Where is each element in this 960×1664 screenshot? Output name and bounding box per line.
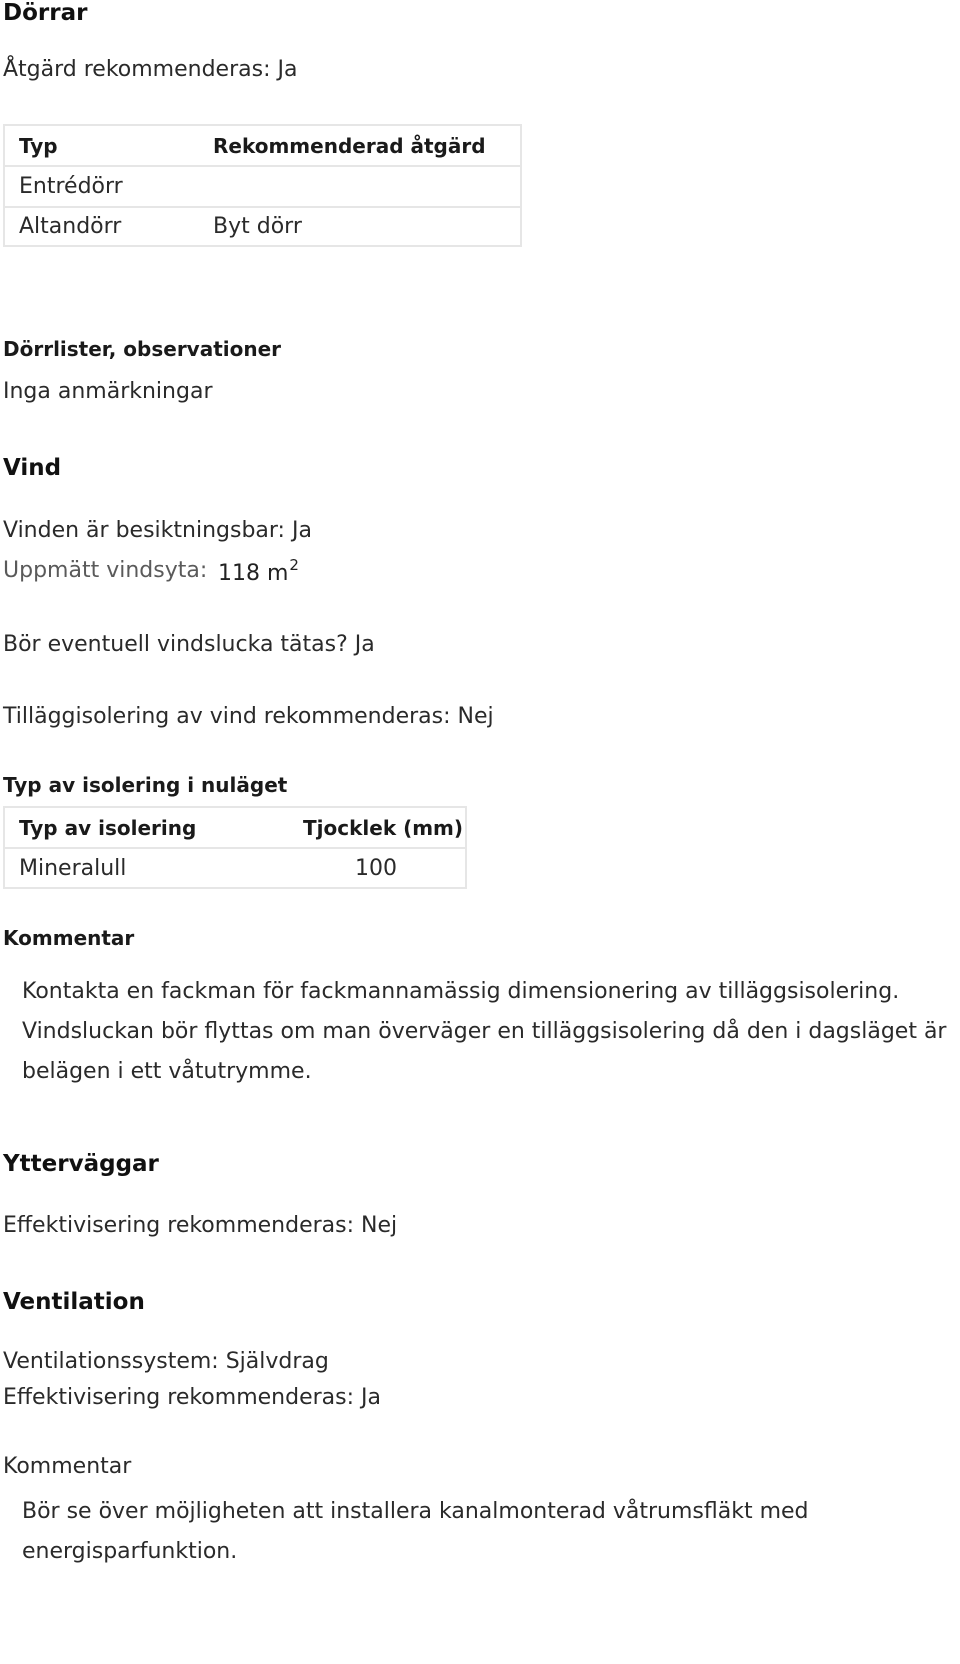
section-heading-attic: Vind bbox=[3, 455, 62, 481]
weatherstrip-heading: Dörrlister, observationer bbox=[3, 337, 282, 361]
attic-measured-number: 118 m bbox=[218, 561, 289, 586]
table-cell-action: Byt dörr bbox=[213, 214, 302, 239]
current-insulation-heading: Typ av isolering i nuläget bbox=[3, 773, 288, 797]
section-heading-ventilation: Ventilation bbox=[3, 1289, 145, 1315]
weatherstrip-value: Inga anmärkningar bbox=[3, 379, 213, 404]
ventilation-system-line: Ventilationssystem: Självdrag bbox=[3, 1349, 329, 1374]
table-cell-thickness: 100 bbox=[355, 855, 397, 881]
table-row bbox=[5, 208, 520, 245]
attic-measured-unit-superscript: 2 bbox=[289, 556, 299, 574]
outer-walls-efficiency-line: Effektivisering rekommenderas: Nej bbox=[3, 1213, 398, 1238]
attic-comment-text: Kontakta en fackman för fackmannamässig dimensionering av tilläggsisolering. Vindsluckan bör flyttas om man överväger en tilläggsisolering då den i dagsläget är belägen i ett våtutrymme. bbox=[22, 979, 947, 1084]
doors-action-line: Åtgärd rekommenderas: Ja bbox=[3, 57, 298, 82]
attic-insulation-line: Tilläggisolering av vind rekommenderas: Nej bbox=[3, 704, 494, 729]
section-heading-doors: Dörrar bbox=[3, 0, 88, 26]
insulation-table bbox=[3, 806, 467, 889]
column-header-type: Typ bbox=[19, 133, 58, 158]
table-cell-type: Entrédörr bbox=[19, 174, 123, 199]
doors-table bbox=[3, 124, 522, 247]
attic-measured-label: Uppmätt vindsyta: bbox=[3, 558, 208, 583]
attic-measured-value bbox=[218, 556, 299, 586]
table-cell-type: Altandörr bbox=[19, 214, 122, 239]
table-cell-insulation-type: Mineralull bbox=[19, 855, 127, 881]
section-heading-outer-walls: Ytterväggar bbox=[3, 1151, 159, 1177]
table-row bbox=[5, 849, 465, 887]
attic-comment-heading: Kommentar bbox=[3, 926, 135, 950]
column-header-insulation-type: Typ av isolering bbox=[19, 815, 197, 840]
table-header-row bbox=[5, 808, 465, 849]
ventilation-comment-text: Bör se över möjligheten att installera kanalmonterad våtrumsfläkt med energisparfunktion. bbox=[22, 1499, 809, 1564]
column-header-recommended-action: Rekommenderad åtgärd bbox=[213, 133, 486, 158]
attic-hatch-line: Bör eventuell vindslucka tätas? Ja bbox=[3, 632, 375, 657]
attic-inspectable-line: Vinden är besiktningsbar: Ja bbox=[3, 518, 312, 543]
table-header-row bbox=[5, 126, 520, 167]
ventilation-comment-heading: Kommentar bbox=[3, 1454, 132, 1479]
column-header-thickness: Tjocklek (mm) bbox=[303, 815, 464, 840]
ventilation-efficiency-line: Effektivisering rekommenderas: Ja bbox=[3, 1385, 381, 1410]
table-row bbox=[5, 167, 520, 208]
